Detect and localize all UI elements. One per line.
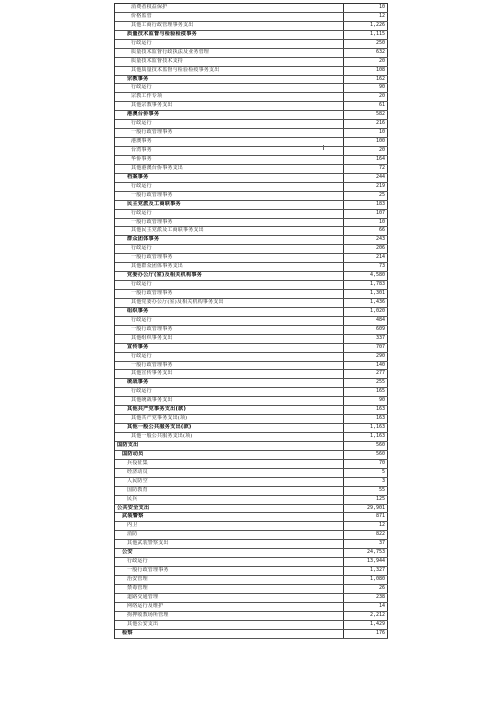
table-row bbox=[115, 531, 388, 540]
row-value: 1,080 bbox=[344, 576, 388, 584]
table-row bbox=[115, 567, 388, 576]
row-value: 277 bbox=[344, 370, 388, 378]
row-value: 70 bbox=[344, 460, 388, 468]
row-label: 质量技术监督技术支持 bbox=[115, 58, 344, 66]
row-label: 一般行政管理事务 bbox=[115, 567, 344, 575]
table-row bbox=[115, 156, 388, 165]
row-value: 206 bbox=[344, 245, 388, 253]
row-value: 37 bbox=[344, 540, 388, 548]
row-label: 统战事务 bbox=[115, 379, 344, 387]
row-value: 26 bbox=[344, 585, 388, 593]
row-label: 行政运行 bbox=[115, 40, 344, 48]
row-label: 一般行政管理事务 bbox=[115, 290, 344, 298]
table-row bbox=[115, 308, 388, 317]
row-value: 90 bbox=[344, 397, 388, 405]
row-value: 290 bbox=[344, 353, 388, 361]
table-row bbox=[115, 344, 388, 353]
row-label: 行政运行 bbox=[115, 245, 344, 253]
table-row bbox=[115, 451, 388, 460]
row-value: 216 bbox=[344, 120, 388, 128]
row-label: 其他群众团体事务支出 bbox=[115, 263, 344, 271]
table-row bbox=[115, 138, 388, 147]
table-row bbox=[115, 4, 388, 13]
row-value: 20 bbox=[344, 147, 388, 155]
row-label: 行政运行 bbox=[115, 183, 344, 191]
row-label: 其他一般公共服务支出(项) bbox=[115, 433, 344, 441]
row-value: 20 bbox=[344, 58, 388, 66]
row-label: 档案事务 bbox=[115, 174, 344, 182]
row-value: 163 bbox=[344, 406, 388, 414]
row-value: 55 bbox=[344, 487, 388, 495]
row-label: 行政运行 bbox=[115, 120, 344, 128]
row-value: 214 bbox=[344, 254, 388, 262]
row-label: 党委办公厅(室)及相关机构事务 bbox=[115, 272, 344, 280]
row-value: 2,212 bbox=[344, 612, 388, 620]
table-row bbox=[115, 219, 388, 228]
row-value: 29,901 bbox=[344, 505, 388, 513]
row-label: 道路交通管理 bbox=[115, 594, 344, 602]
row-label: 禁毒管理 bbox=[115, 585, 344, 593]
row-label: 其他港澳台侨事务支出 bbox=[115, 165, 344, 173]
row-value: 140 bbox=[344, 362, 388, 370]
row-label: 民主党派及工商联事务 bbox=[115, 201, 344, 209]
table-row bbox=[115, 93, 388, 102]
row-label: 宣传事务 bbox=[115, 344, 344, 352]
row-value: 1,301 bbox=[344, 290, 388, 298]
row-value: 238 bbox=[344, 594, 388, 602]
table-row bbox=[115, 513, 388, 522]
row-value: 243 bbox=[344, 236, 388, 244]
row-label: 国防教育 bbox=[115, 487, 344, 495]
budget-table bbox=[114, 3, 388, 639]
row-value: 10 bbox=[344, 219, 388, 227]
row-value: 66 bbox=[344, 227, 388, 235]
table-row bbox=[115, 254, 388, 263]
table-row bbox=[115, 558, 388, 567]
table-row bbox=[115, 290, 388, 299]
table-row bbox=[115, 397, 388, 406]
table-row bbox=[115, 388, 388, 397]
row-label: 其他宗教事务支出 bbox=[115, 102, 344, 110]
row-value: 5 bbox=[344, 469, 388, 477]
table-row bbox=[115, 612, 388, 621]
table-row bbox=[115, 58, 388, 67]
row-label: 其他一般公共服务支出(款) bbox=[115, 424, 344, 432]
row-label: 一般行政管理事务 bbox=[115, 219, 344, 227]
row-label: 行政运行 bbox=[115, 84, 344, 92]
row-label: 兵役征集 bbox=[115, 460, 344, 468]
row-label: 台湾事务 bbox=[115, 147, 344, 155]
row-value: 176 bbox=[344, 630, 388, 638]
table-row bbox=[115, 22, 388, 31]
table-row bbox=[115, 102, 388, 111]
row-value: 1,020 bbox=[344, 308, 388, 316]
row-label: 群众团体事务 bbox=[115, 236, 344, 244]
stray-mark bbox=[323, 145, 324, 150]
row-label: 公共安全支出 bbox=[115, 505, 344, 513]
table-row bbox=[115, 522, 388, 531]
table-row bbox=[115, 147, 388, 156]
row-label: 华侨事务 bbox=[115, 156, 344, 164]
row-label: 港澳台侨事务 bbox=[115, 111, 344, 119]
table-row bbox=[115, 201, 388, 210]
row-label: 武装警察 bbox=[115, 513, 344, 521]
row-label: 其他宣传事务支出 bbox=[115, 370, 344, 378]
row-value: 1,429 bbox=[344, 621, 388, 629]
row-value: 20 bbox=[344, 93, 388, 101]
row-value: 1,327 bbox=[344, 567, 388, 575]
table-row bbox=[115, 469, 388, 478]
row-label: 行政运行 bbox=[115, 317, 344, 325]
row-value: 162 bbox=[344, 76, 388, 84]
table-row bbox=[115, 433, 388, 442]
table-row bbox=[115, 576, 388, 585]
table-row bbox=[115, 210, 388, 219]
table-row bbox=[115, 67, 388, 76]
table-row bbox=[115, 13, 388, 22]
row-value: 1,115 bbox=[344, 31, 388, 39]
table-row bbox=[115, 31, 388, 40]
table-row bbox=[115, 478, 388, 487]
row-label: 人民防空 bbox=[115, 478, 344, 486]
table-row bbox=[115, 621, 388, 630]
row-value: 183 bbox=[344, 201, 388, 209]
table-row bbox=[115, 183, 388, 192]
table-row bbox=[115, 129, 388, 138]
row-label: 经济动员 bbox=[115, 469, 344, 477]
table-row bbox=[115, 353, 388, 362]
row-value: 25 bbox=[344, 192, 388, 200]
row-value: 100 bbox=[344, 138, 388, 146]
row-value: 1,163 bbox=[344, 433, 388, 441]
row-label: 一般行政管理事务 bbox=[115, 254, 344, 262]
table-row bbox=[115, 76, 388, 85]
row-label: 其他共产党事务支出(项) bbox=[115, 415, 344, 423]
row-value: 125 bbox=[344, 496, 388, 504]
row-value: 632 bbox=[344, 49, 388, 57]
row-label: 国防动员 bbox=[115, 451, 344, 459]
row-label: 组织事务 bbox=[115, 308, 344, 316]
row-label: 其他工商行政管理事务支出 bbox=[115, 22, 344, 30]
row-value: 90 bbox=[344, 84, 388, 92]
row-value: 4,580 bbox=[344, 272, 388, 280]
table-row bbox=[115, 540, 388, 549]
row-label: 一般行政管理事务 bbox=[115, 362, 344, 370]
row-label: 消防 bbox=[115, 531, 344, 539]
row-label: 国防支出 bbox=[115, 442, 344, 450]
table-row bbox=[115, 245, 388, 254]
table-row bbox=[115, 630, 388, 639]
table-row bbox=[115, 406, 388, 415]
row-label: 消费者权益保护 bbox=[115, 4, 344, 12]
row-value: 108 bbox=[344, 67, 388, 75]
row-label: 检察 bbox=[115, 630, 344, 638]
row-value: 163 bbox=[344, 415, 388, 423]
row-label: 行政运行 bbox=[115, 210, 344, 218]
row-value: 1,163 bbox=[344, 424, 388, 432]
row-value: 107 bbox=[344, 210, 388, 218]
table-row bbox=[115, 594, 388, 603]
row-label: 一般行政管理事务 bbox=[115, 326, 344, 334]
row-value: 871 bbox=[344, 513, 388, 521]
row-label: 行政运行 bbox=[115, 558, 344, 566]
row-value: 12 bbox=[344, 13, 388, 21]
table-row bbox=[115, 585, 388, 594]
table-row bbox=[115, 111, 388, 120]
row-label: 内卫 bbox=[115, 522, 344, 530]
table-row bbox=[115, 424, 388, 433]
table-row bbox=[115, 460, 388, 469]
row-label: 其他党委办公厅(室)及相关机构事务支出 bbox=[115, 299, 344, 307]
table-row bbox=[115, 379, 388, 388]
row-label: 网络运行及维护 bbox=[115, 603, 344, 611]
table-row bbox=[115, 370, 388, 379]
row-label: 其他公安支出 bbox=[115, 621, 344, 629]
row-value: 250 bbox=[344, 40, 388, 48]
table-row bbox=[115, 549, 388, 558]
row-value: 484 bbox=[344, 317, 388, 325]
row-value: 707 bbox=[344, 344, 388, 352]
row-label: 其他统战事务支出 bbox=[115, 397, 344, 405]
row-label: 宗教工作专项 bbox=[115, 93, 344, 101]
row-value: 12 bbox=[344, 522, 388, 530]
row-value: 1,783 bbox=[344, 281, 388, 289]
row-value: 1,226 bbox=[344, 22, 388, 30]
table-row bbox=[115, 227, 388, 236]
row-label: 治安管理 bbox=[115, 576, 344, 584]
row-label: 质量技术监督与检验检疫事务 bbox=[115, 31, 344, 39]
row-label: 价格监管 bbox=[115, 13, 344, 21]
row-label: 一般行政管理事务 bbox=[115, 192, 344, 200]
table-row bbox=[115, 317, 388, 326]
table-row bbox=[115, 174, 388, 183]
table-row bbox=[115, 281, 388, 290]
row-value: 560 bbox=[344, 451, 388, 459]
table-row bbox=[115, 120, 388, 129]
table-row bbox=[115, 415, 388, 424]
row-value: 165 bbox=[344, 388, 388, 396]
table-row bbox=[115, 362, 388, 371]
row-value: 822 bbox=[344, 531, 388, 539]
row-value: 73 bbox=[344, 263, 388, 271]
row-label: 其他组织事务支出 bbox=[115, 335, 344, 343]
table-row bbox=[115, 263, 388, 272]
row-label: 民兵 bbox=[115, 496, 344, 504]
table-row bbox=[115, 326, 388, 335]
table-row bbox=[115, 272, 388, 281]
row-value: 61 bbox=[344, 102, 388, 110]
table-row bbox=[115, 603, 388, 612]
table-row bbox=[115, 236, 388, 245]
row-label: 港澳事务 bbox=[115, 138, 344, 146]
row-value: 24,753 bbox=[344, 549, 388, 557]
row-value: 13,944 bbox=[344, 558, 388, 566]
row-label: 公安 bbox=[115, 549, 344, 557]
row-value: 3 bbox=[344, 478, 388, 486]
row-value: 582 bbox=[344, 111, 388, 119]
table-row bbox=[115, 299, 388, 308]
row-value: 337 bbox=[344, 335, 388, 343]
row-label: 其他武装警察支出 bbox=[115, 540, 344, 548]
row-value: 72 bbox=[344, 165, 388, 173]
row-value: 164 bbox=[344, 156, 388, 164]
row-value: 255 bbox=[344, 379, 388, 387]
table-row bbox=[115, 505, 388, 514]
table-row bbox=[115, 40, 388, 49]
row-label: 行政运行 bbox=[115, 388, 344, 396]
table-row bbox=[115, 192, 388, 201]
row-value: 14 bbox=[344, 603, 388, 611]
row-value: 10 bbox=[344, 129, 388, 137]
table-row bbox=[115, 487, 388, 496]
row-label: 其他民主党派及工商联事务支出 bbox=[115, 227, 344, 235]
row-label: 行政运行 bbox=[115, 353, 344, 361]
row-value: 609 bbox=[344, 326, 388, 334]
row-value: 244 bbox=[344, 174, 388, 182]
table-row bbox=[115, 165, 388, 174]
table-row bbox=[115, 84, 388, 93]
row-value: 560 bbox=[344, 442, 388, 450]
row-label: 拘押收教场所管理 bbox=[115, 612, 344, 620]
row-label: 一般行政管理事务 bbox=[115, 129, 344, 137]
table-row bbox=[115, 496, 388, 505]
row-value: 219 bbox=[344, 183, 388, 191]
row-label: 其他质量技术监督与检验检疫事务支出 bbox=[115, 67, 344, 75]
row-label: 质量技术监督行政执法及业务管理 bbox=[115, 49, 344, 57]
table-row bbox=[115, 442, 388, 451]
row-label: 宗教事务 bbox=[115, 76, 344, 84]
table-row bbox=[115, 335, 388, 344]
table-row bbox=[115, 49, 388, 58]
row-label: 其他共产党事务支出(款) bbox=[115, 406, 344, 414]
row-value: 10 bbox=[344, 4, 388, 12]
row-value: 1,436 bbox=[344, 299, 388, 307]
row-label: 行政运行 bbox=[115, 281, 344, 289]
